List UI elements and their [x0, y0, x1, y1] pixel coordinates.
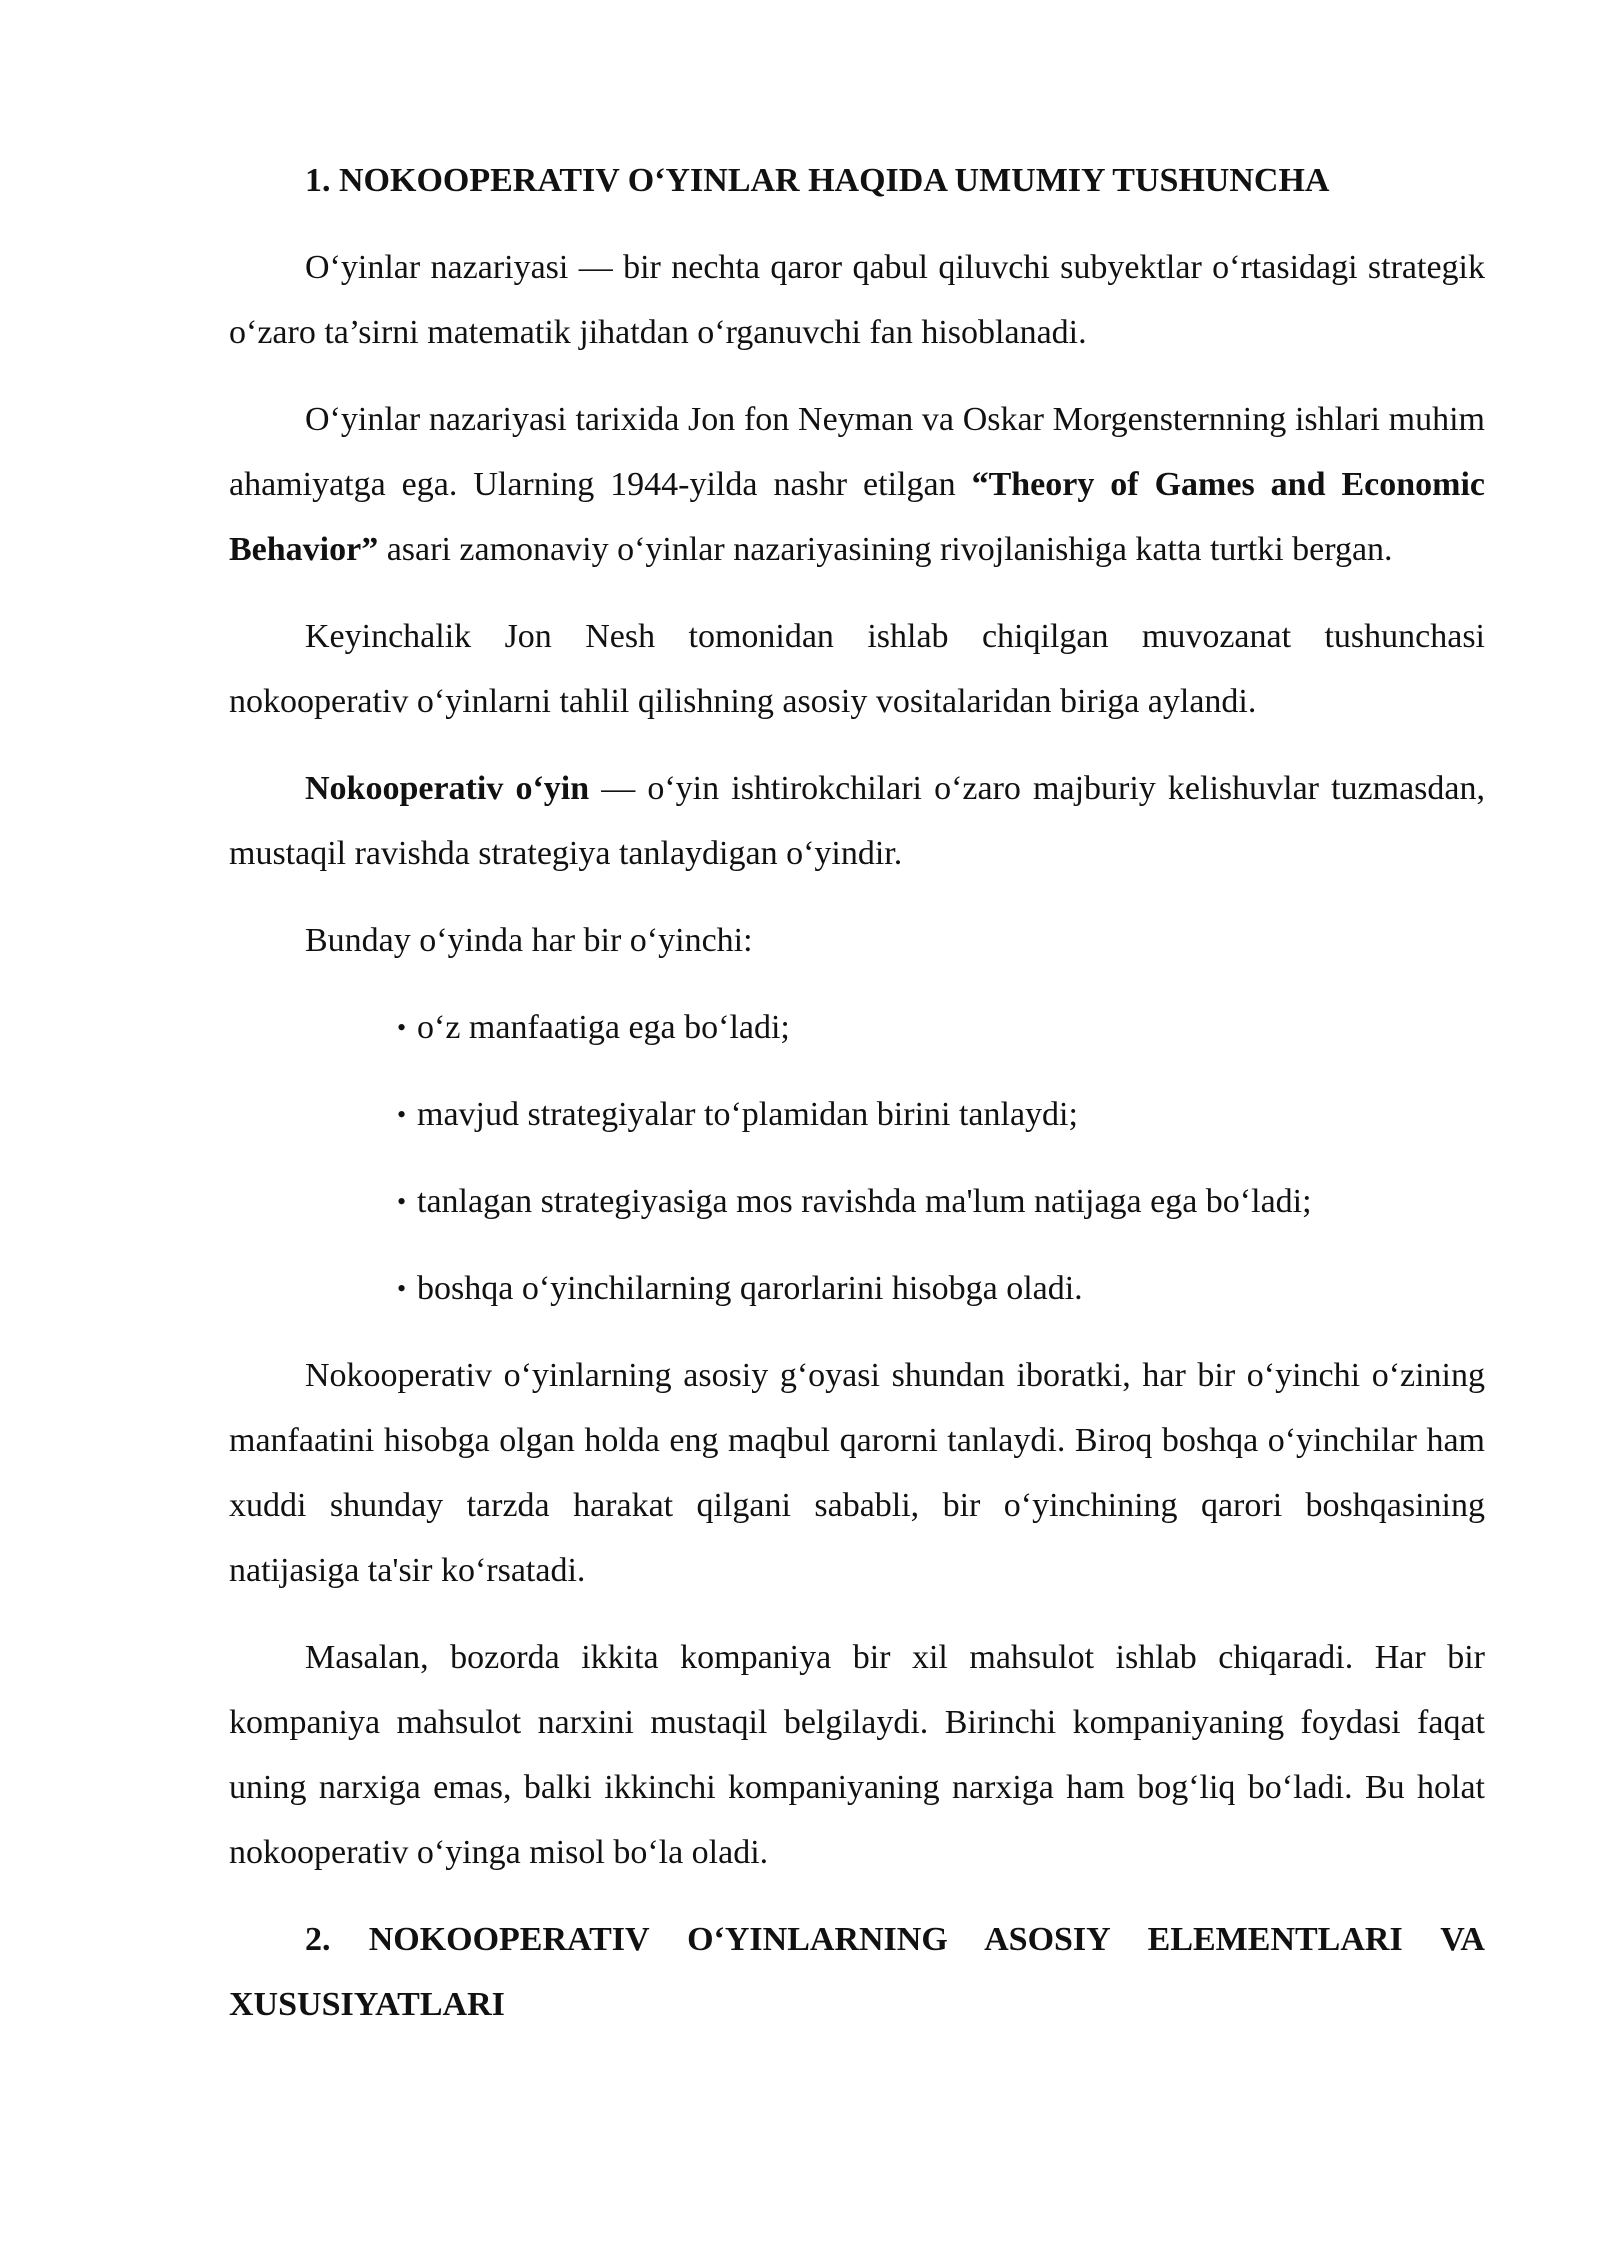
list-item: [397, 995, 1485, 1060]
bullet-icon: •: [397, 1274, 407, 1303]
list-item: [397, 1082, 1485, 1147]
player-properties-list: [229, 995, 1485, 1321]
paragraph-game-theory-definition: O‘yinlar nazariyasi — bir nechta qaror qabul qiluvchi subyektlar o‘rtasidagi strategik o‘zaro ta’sirni matematik jihatdan o‘rganuvchi fan hisoblanadi.: [229, 249, 1485, 351]
paragraph-market-example: Masalan, bozorda ikkita kompaniya bir xil mahsulot ishlab chiqaradi. Har bir kompaniya mahsulot narxini mustaqil belgilaydi. Birinchi kompaniyaning foydasi faqat uning narxiga emas, balki ikkinchi kompaniyaning narxiga ham bog‘liq bo‘ladi. Bu holat nokooperativ o‘yinga misol bo‘la oladi.: [229, 1639, 1485, 1871]
paragraph-history-text-after: asari zamonaviy o‘yinlar nazariyasining rivojlanishiga katta turtki bergan.: [378, 531, 1393, 568]
list-item: [397, 1169, 1485, 1234]
list-item-text: tanlagan strategiyasiga mos ravishda ma'lum natijaga ega bo‘ladi;: [417, 1183, 1312, 1220]
list-item-text: o‘z manfaatiga ega bo‘ladi;: [417, 1009, 790, 1046]
paragraph-noncooperative-definition: [229, 756, 1485, 886]
defined-term: Nokooperativ o‘yin: [305, 770, 590, 807]
paragraph-history-text-before: O‘yinlar nazariyasi tarixida Jon fon Neyman va Oskar Morgensternning ishlari muhim ahamiyatga ega. Ularning 1944-yilda nashr etilgan: [229, 401, 1485, 503]
bullet-icon: •: [397, 1187, 407, 1216]
document-page: [229, 148, 1485, 2059]
list-item: [397, 1256, 1485, 1321]
paragraph-player-intro: Bunday o‘yinda har bir o‘yinchi:: [305, 922, 753, 959]
bullet-icon: •: [397, 1013, 407, 1042]
book-title: “Theory of Games and Economic Behavior”: [229, 466, 1485, 568]
paragraph-history: [229, 387, 1485, 582]
section-heading-2: 2. NOKOOPERATIV O‘YINLARNING ASOSIY ELEMENTLARI VA XUSUSIYATLARI: [229, 1921, 1485, 2023]
list-item-text: mavjud strategiyalar to‘plamidan birini tanlaydi;: [417, 1096, 1078, 1133]
definition-text: — o‘yin ishtirokchilari o‘zaro majburiy kelishuvlar tuzmasdan, mustaqil ravishda strategiya tanlaydigan o‘yindir.: [229, 770, 1485, 872]
list-item-text: boshqa o‘yinchilarning qarorlarini hisobga oladi.: [417, 1270, 1083, 1307]
bullet-icon: •: [397, 1100, 407, 1129]
section-heading-1: 1. NOKOOPERATIV O‘YINLAR HAQIDA UMUMIY TUSHUNCHA: [305, 162, 1330, 199]
paragraph-main-idea: Nokooperativ o‘yinlarning asosiy g‘oyasi shundan iboratki, har bir o‘yinchi o‘zining manfaatini hisobga olgan holda eng maqbul qarorni tanlaydi. Biroq boshqa o‘yinchilar ham xuddi shunday tarzda harakat qilgani sababli, bir o‘yinchining qarori boshqasining natijasiga ta'sir ko‘rsatadi.: [229, 1357, 1485, 1589]
paragraph-nash-equilibrium: Keyinchalik Jon Nesh tomonidan ishlab chiqilgan muvozanat tushunchasi nokooperativ o‘yinlarni tahlil qilishning asosiy vositalaridan biriga aylandi.: [229, 618, 1485, 720]
